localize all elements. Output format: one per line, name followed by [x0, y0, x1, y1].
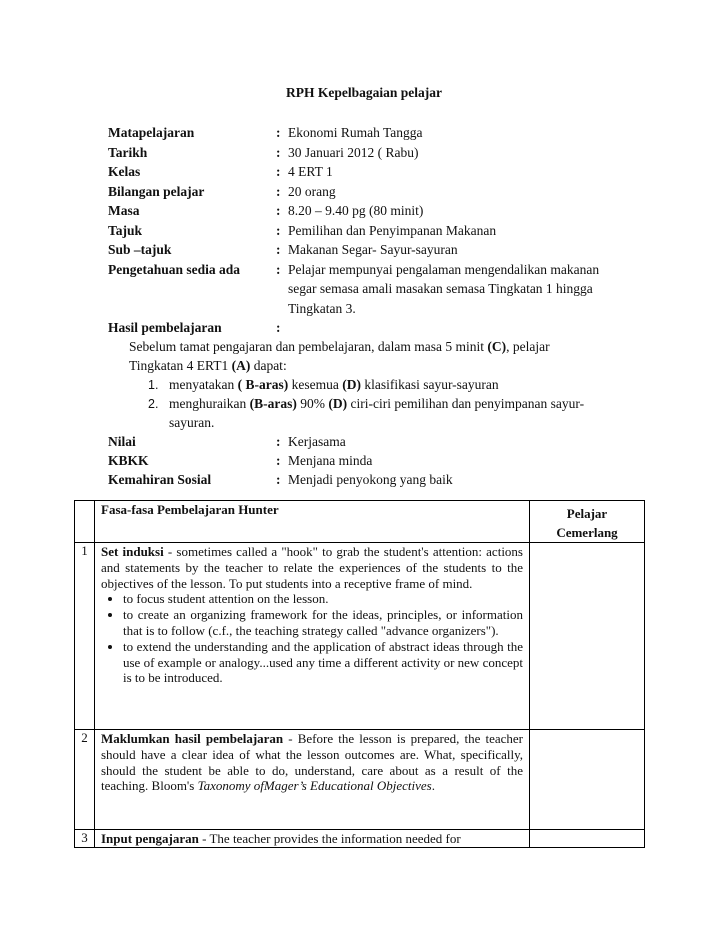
phase-cell — [95, 730, 530, 830]
text: dapat: — [250, 358, 287, 373]
outcome-item — [169, 375, 499, 394]
text: (C) — [487, 339, 507, 354]
info-value: Kerjasama — [288, 434, 346, 449]
text: (A) — [231, 358, 251, 373]
info-label: Tajuk — [108, 222, 143, 238]
text: (D) — [342, 377, 361, 392]
phase-text: - The teacher provides the information needed for — [198, 831, 461, 846]
info-colon: : — [276, 144, 281, 160]
phase-cell — [95, 830, 530, 848]
text: ciri-ciri pemilihan dan penyimpanan sayur- — [347, 396, 585, 411]
table-header-row — [75, 501, 645, 543]
text: menyatakan — [169, 377, 238, 392]
info-value: Menjana minda — [288, 453, 373, 468]
info-label: KBKK — [108, 453, 149, 468]
text: Tingkatan 4 ERT1 — [129, 358, 232, 373]
table-row — [75, 830, 645, 848]
table-row — [75, 543, 645, 730]
phase-bullet-list — [101, 591, 523, 686]
info-value: 8.20 – 9.40 pg (80 minit) — [288, 203, 424, 218]
info-label: Nilai — [108, 434, 136, 449]
row-number: 2 — [75, 730, 95, 830]
header-pelajar — [530, 501, 645, 543]
info-value: Ekonomi Rumah Tangga — [288, 125, 423, 140]
row-number: 3 — [75, 830, 95, 848]
outcome-item — [169, 394, 584, 413]
text: , pelajar — [506, 339, 550, 354]
phase-text: - sometimes called a "hook" to grab the student's attention: actions and statements by the teacher to relate the experiences of the students to the objectives of the lesson. To put students into a receptive frame of mind. — [101, 544, 523, 591]
phase-title: Input pengajaran — [101, 831, 199, 846]
header-pelajar-line: Cemerlang — [556, 525, 618, 540]
info-value: segar semasa amali masakan semasa Tingkatan 1 hingga — [288, 281, 593, 296]
info-colon: : — [276, 242, 281, 257]
outcomes-intro-line — [129, 356, 287, 375]
info-colon: : — [276, 453, 281, 468]
row-number: 1 — [75, 543, 95, 730]
info-value: Pelajar mempunyai pengalaman mengendalikan makanan — [288, 261, 600, 277]
phase-title: Maklumkan hasil pembelajaran — [101, 731, 284, 746]
info-label: Kemahiran Sosial — [108, 472, 212, 487]
pelajar-cemerlang-cell — [530, 830, 645, 848]
outcome-number: 2. — [148, 397, 159, 411]
info-value: Makanan Segar- Sayur-sayuran — [288, 242, 458, 257]
info-value: Menjadi penyokong yang baik — [288, 472, 453, 487]
info-label: Sub –tajuk — [108, 242, 172, 257]
info-colon: : — [276, 203, 281, 218]
table-row — [75, 730, 645, 830]
text: klasifikasi sayur-sayuran — [360, 377, 499, 392]
text: ( B-aras) — [237, 377, 289, 392]
info-value: 30 Januari 2012 ( Rabu) — [288, 144, 419, 160]
info-colon: : — [276, 222, 281, 238]
lesson-info — [108, 123, 668, 503]
info-colon: : — [276, 320, 281, 335]
info-value: Pemilihan dan Penyimpanan Makanan — [288, 222, 497, 238]
list-item: • to extend the understanding and the application of abstract ideas through the use of example or analogy...used any time a different activity or new concept is to be introduced. — [123, 639, 523, 686]
info-label: Pengetahuan sedia ada — [108, 261, 241, 277]
phase-text-end: . — [431, 778, 435, 794]
info-value: 20 orang — [288, 183, 336, 199]
info-label: Kelas — [108, 164, 141, 179]
phase-italic-text: Taxonomy ofMager’s Educational Objectives — [197, 778, 432, 794]
info-label: Masa — [108, 203, 140, 218]
list-item: • to focus student attention on the lesson. — [123, 591, 523, 607]
text: (D) — [328, 396, 348, 411]
outcomes-intro-line — [129, 337, 550, 356]
info-colon: : — [276, 261, 281, 277]
table-cell — [75, 501, 95, 543]
info-colon: : — [276, 472, 281, 487]
header-pelajar-line: Pelajar — [566, 506, 608, 521]
pelajar-cemerlang-cell — [530, 730, 645, 830]
info-colon: : — [276, 183, 281, 199]
pelajar-cemerlang-cell — [530, 543, 645, 730]
info-value: 4 ERT 1 — [288, 164, 333, 179]
outcome-item-continued: sayuran. — [169, 415, 215, 430]
info-colon: : — [276, 434, 281, 449]
info-colon: : — [276, 125, 281, 140]
info-label: Tarikh — [108, 144, 148, 160]
text: kesemua — [288, 377, 343, 392]
text: menghuraikan — [169, 396, 250, 411]
header-phase: Fasa-fasa Pembelajaran Hunter — [95, 501, 530, 543]
text: (B-aras) — [249, 396, 297, 411]
phase-text: - Before the lesson is prepared, the teacher should have a clear idea of what the lesson outcomes are. What, specifically, should the student be able to do, understand, care about as a result of the teaching. Bloom's — [101, 731, 523, 794]
info-label: Matapelajaran — [108, 125, 195, 140]
phase-cell — [95, 543, 530, 730]
text: 90% — [296, 396, 329, 411]
info-value: Tingkatan 3. — [288, 300, 356, 316]
outcome-number: 1. — [148, 378, 159, 392]
info-colon: : — [276, 164, 281, 179]
hunter-phases-table — [74, 500, 645, 848]
page-title: RPH Kepelbagaian pelajar — [286, 85, 442, 100]
text: Sebelum tamat pengajaran dan pembelajaran, dalam masa 5 minit — [129, 339, 488, 354]
outcomes-label: Hasil pembelajaran — [108, 320, 222, 335]
list-item: • to create an organizing framework for the ideas, principles, or information that is to follow (c.f., the teaching strategy called "advance organizers"). — [123, 607, 523, 639]
phase-title: Set induksi — [101, 544, 164, 559]
info-label: Bilangan pelajar — [108, 183, 205, 199]
